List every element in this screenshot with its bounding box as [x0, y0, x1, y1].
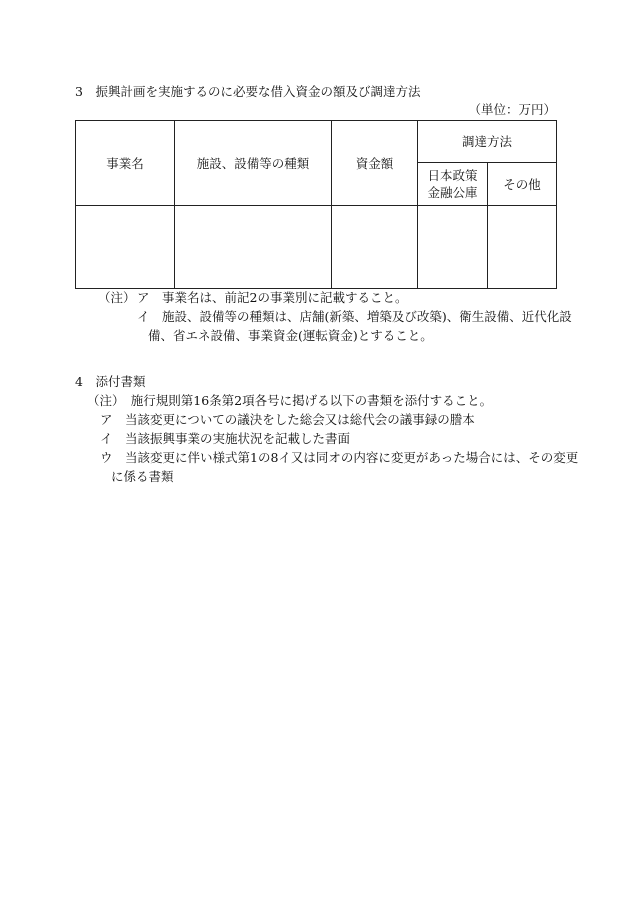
header-jfc [418, 163, 488, 206]
attachment-item-continuation: に係る書類 [111, 469, 174, 484]
header-jfc-line1: 日本政策 [427, 168, 478, 183]
cell-business-name [76, 206, 175, 289]
note-i-line1: イ 施設、設備等の種類は、店舗(新築、増築及び改築)、衛生設備、近代化設 [137, 309, 572, 324]
funding-table [75, 120, 557, 289]
header-facility-type: 施設、設備等の種類 [175, 121, 332, 206]
cell-facility-type [175, 206, 332, 289]
attachment-item: ア 当該変更についての議決をした総会又は総代会の議事録の謄本 [100, 412, 475, 427]
header-business-name: 事業名 [76, 121, 175, 206]
header-funding-method: 調達方法 [418, 121, 557, 163]
note-i-line2: 備、省エネ設備、事業資金(運転資金)とすること。 [148, 328, 433, 343]
header-other: その他 [488, 163, 557, 206]
cell-amount [332, 206, 418, 289]
section3-title: 3 振興計画を実施するのに必要な借入資金の額及び調達方法 [75, 84, 421, 99]
notes-label: （注） [98, 290, 136, 305]
cell-jfc [418, 206, 488, 289]
unit-label: （単位：万円） [468, 102, 556, 117]
header-jfc-line2: 金融公庫 [427, 185, 478, 200]
section4-note: （注） 施行規則第16条第2項各号に掲げる以下の書類を添付すること。 [87, 393, 493, 408]
cell-other [488, 206, 557, 289]
section4-title: 4 添付書類 [75, 374, 146, 389]
attachment-item: イ 当該振興事業の実施状況を記載した書面 [100, 431, 351, 446]
note-a: ア 事業名は、前記2の事業別に記載すること。 [137, 290, 408, 305]
attachment-item: ウ 当該変更に伴い様式第1の8イ又は同オの内容に変更があった場合には、その変更 [100, 450, 579, 465]
header-amount: 資金額 [332, 121, 418, 206]
table-row [76, 206, 557, 289]
